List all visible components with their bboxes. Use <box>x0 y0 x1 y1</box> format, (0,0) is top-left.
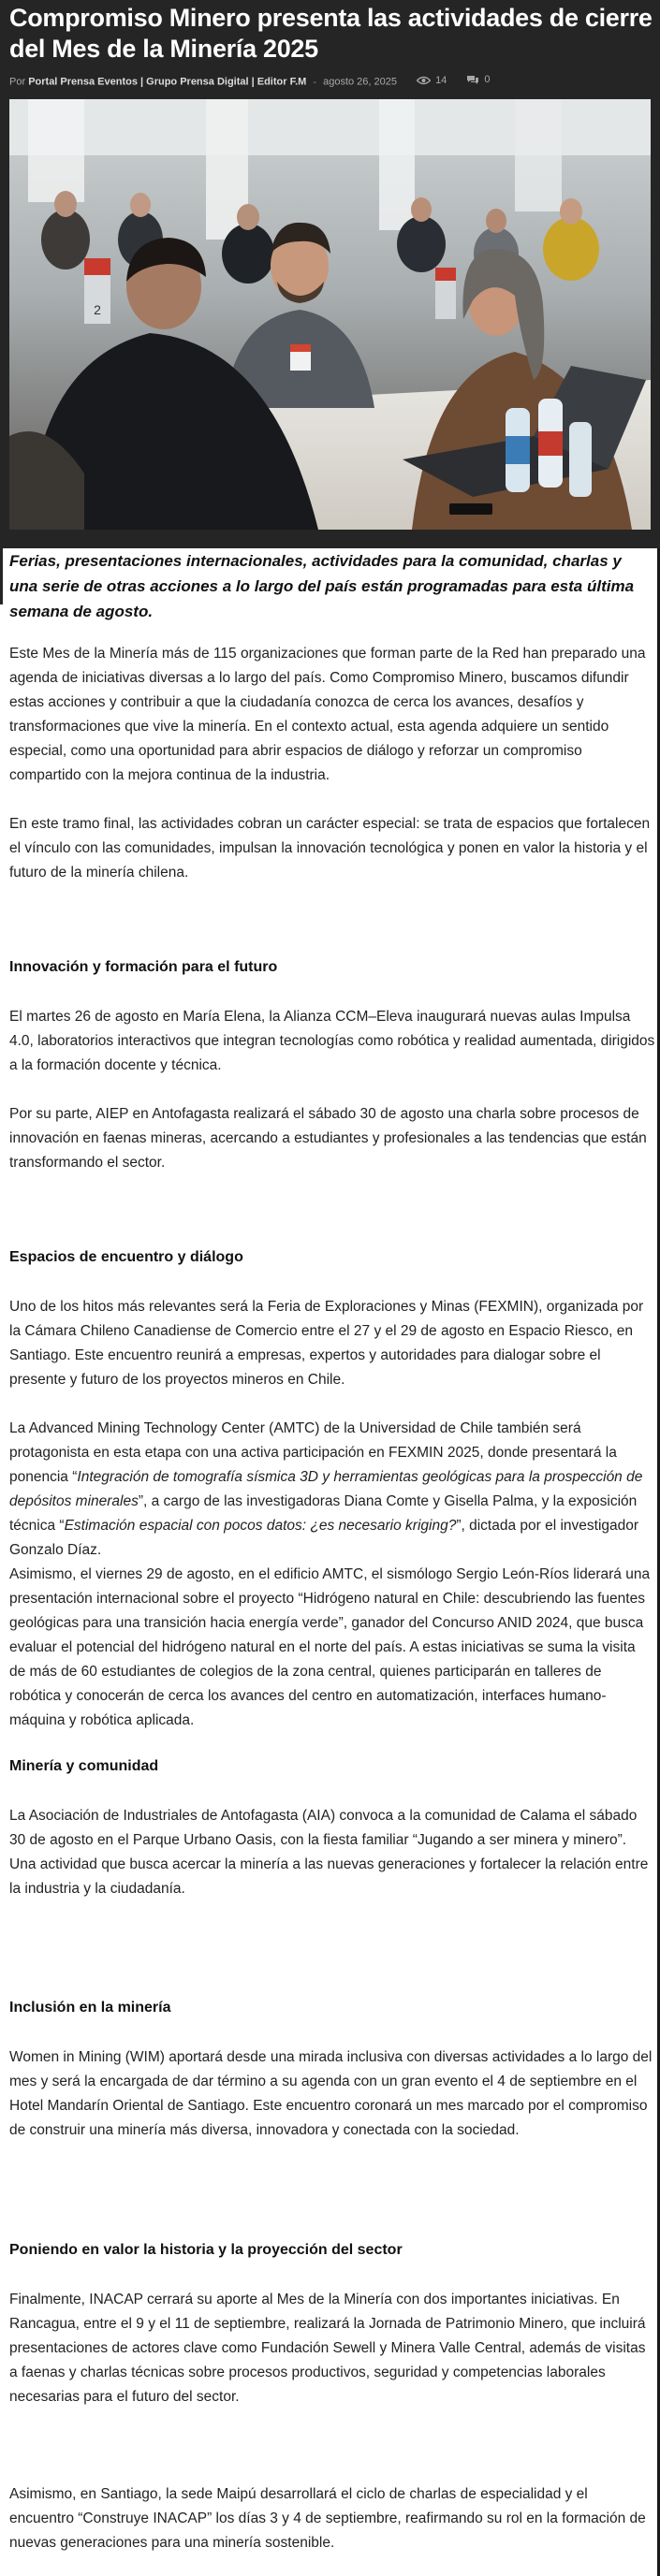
article-meta <box>9 72 655 87</box>
comment-icon <box>466 75 479 85</box>
paragraph: Women in Mining (WIM) aportará desde una mirada inclusiva con diversas actividades a lo largo del mes y será la encargada de dar término a su agenda con un gran evento el 4 de septiembre en el Hotel Mandarín Oriental de Santiago. Este encuentro coronará un mes marcado por el compromiso de construir una minería más diversa, innovadora y conectada con la sociedad. <box>9 2049 653 2138</box>
talk-title: Integración de tomografía sísmica 3D y herramientas geológicas para la prospección de depósitos minerales <box>9 1469 643 1509</box>
paragraph: Este Mes de la Minería más de 115 organizaciones que forman parte de la Red han preparado una agenda de iniciativas diversas a lo largo del país. Como Compromiso Minero, buscamos difundir estas acciones y contribuir a que la ciudadanía conozca de cerca los avances, desafíos y transformaciones que vive la minería. En el contexto actual, esta agenda adquiere un sentido especial, como una oportunidad para abrir espacios de diálogo y reforzar un compromiso compartido con la mejora continua de la industria. <box>9 646 646 783</box>
paragraph <box>9 1417 655 1563</box>
paragraph: La Asociación de Industriales de Antofagasta (AIA) convoca a la comunidad de Calama el sábado 30 de agosto en el Parque Urbano Oasis, con la fiesta familiar “Jugando a ser minera y minero”. Una actividad que busca acercar la minería a las nuevas generaciones y fortalecer la relación entre la industria y la ciudadanía. <box>9 1808 649 1897</box>
featured-image <box>9 99 651 530</box>
publish-date: agosto 26, 2025 <box>323 76 397 88</box>
article-header <box>0 0 660 548</box>
eye-icon <box>417 76 431 85</box>
talk-title: Estimación espacial con pocos datos: ¿es necesario kriging? <box>64 1518 457 1534</box>
views-count: 14 <box>435 74 447 86</box>
paragraph: Asimismo, el viernes 29 de agosto, en el edificio AMTC, el sismólogo Sergio León-Ríos liderará una presentación internacional sobre el proyecto “Hidrógeno natural en Chile: descubriendo las fuentes geológicas para una transición hacia energía verde”, ganador del Concurso ANID 2024, que busca evaluar el potencial del hidrógeno natural en el norte del país. A estas iniciativas se suma la visita de más de 60 estudiantes de colegios de la zona central, quienes participarán en talleres de robótica y conocerán de cerca los avances del centro en automatización, interfaces humano-máquina y robótica aplicada. <box>9 1566 651 1728</box>
paragraph-text: ”, a cargo de las investigadoras Diana Comte y Gisella Palma, y la exposición técnica “ <box>9 1493 638 1534</box>
meta-separator: - <box>313 76 317 88</box>
section-heading: Espacios de encuentro y diálogo <box>9 1249 243 1265</box>
comments-count: 0 <box>484 74 491 85</box>
content-left-rule <box>0 548 3 604</box>
paragraph: Asimismo, en Santiago, la sede Maipú desarrollará el ciclo de charlas de especialidad y el encuentro “Construye INACAP” los días 3 y 4 de septiembre, reafirmando su rol en la formación de nuevas generaciones para una minería sostenible. <box>9 2486 646 2551</box>
paragraph: Uno de los hitos más relevantes será la Feria de Exploraciones y Minas (FEXMIN), organizada por la Cámara Chileno Canadiense de Comercio entre el 27 y el 29 de agosto en Espacio Riesco, en Santiago. Este encuentro reunirá a empresas, expertos y autoridades para dialogar sobre el presente y futuro de los proyectos mineros en Chile. <box>9 1299 644 1388</box>
paragraph: En este tramo final, las actividades cobran un carácter especial: se trata de espacios que fortalecen el vínculo con las comunidades, impulsan la innovación tecnológica y ponen en valor la historia y el futuro de la minería chilena. <box>9 816 651 880</box>
paragraph: Finalmente, INACAP cerrará su aporte al Mes de la Minería con dos importantes iniciativas. En Rancagua, entre el 9 y el 11 de septiembre, realizará la Jornada de Patrimonio Minero, que incluirá presentaciones de actores clave como Fundación Sewell y Minera Valle Central, además de visitas a faenas y charlas técnicas sobre procesos productivos, seguridad y competencias laborales necesarias para el futuro del sector. <box>9 2292 646 2405</box>
author-link[interactable]: Portal Prensa Eventos | Grupo Prensa Digital | Editor F.M <box>28 76 307 88</box>
article-title: Compromiso Minero presenta las actividades de cierre del Mes de la Minería 2025 <box>9 4 653 63</box>
views-counter <box>417 73 447 88</box>
article-lead: Ferias, presentaciones internacionales, actividades para la comunidad, charlas y una serie de otras acciones a lo largo del país están programadas para esta última semana de agosto. <box>9 552 635 620</box>
comments-counter[interactable] <box>466 72 490 87</box>
section-heading: Minería y comunidad <box>9 1758 159 1774</box>
section-heading: Innovación y formación para el futuro <box>9 959 278 975</box>
paragraph: El martes 26 de agosto en María Elena, la Alianza CCM–Eleva inaugurará nuevas aulas Impulsa 4.0, laboratorios interactivos que integran tecnologías como robótica y realidad aumentada, dirigidos a la formación docente y técnica. <box>9 1009 655 1073</box>
section-heading: Poniendo en valor la historia y la proyección del sector <box>9 2242 403 2258</box>
paragraph: Por su parte, AIEP en Antofagasta realizará el sábado 30 de agosto una charla sobre procesos de innovación en faenas mineras, acercando a estudiantes y profesionales a las tendencias que están transformando el sector. <box>9 1106 647 1171</box>
badge-number: 2 <box>94 302 101 317</box>
by-label: Por <box>9 76 26 88</box>
section-heading: Inclusión en la minería <box>9 2000 171 2016</box>
paragraph-text: ”, dictada por el investigador Gonzalo Díaz. <box>9 1518 639 1558</box>
paragraph-text: La Advanced Mining Technology Center (AMTC) de la Universidad de Chile también será protagonista en esta etapa con una activa participación en FEXMIN 2025, donde presentará la ponencia “ <box>9 1420 617 1485</box>
